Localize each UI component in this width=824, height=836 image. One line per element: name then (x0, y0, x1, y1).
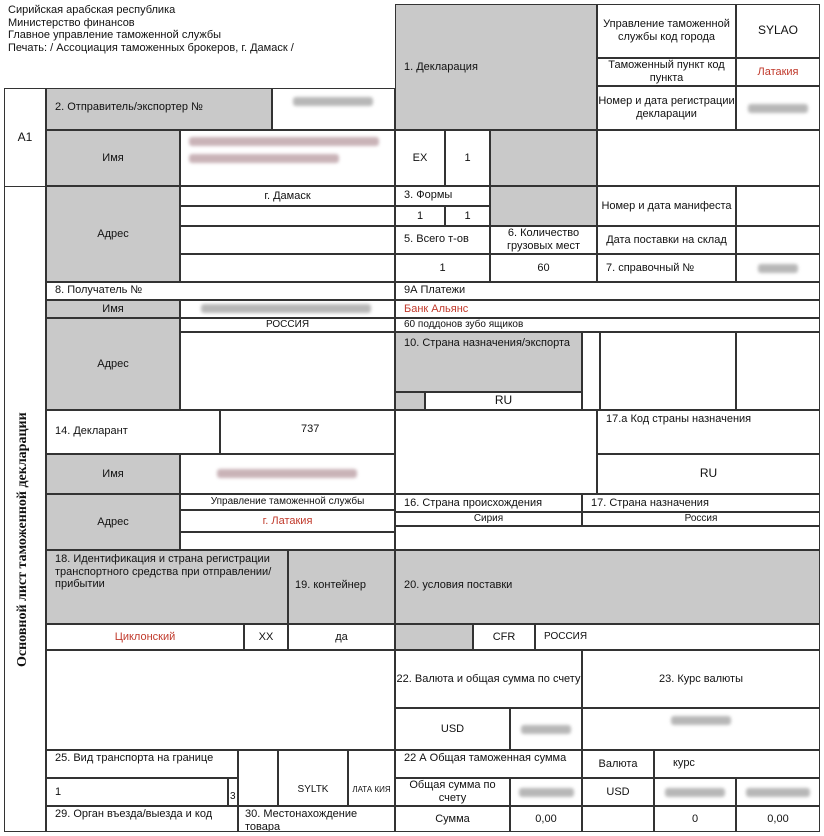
total-items-value: 1 (395, 254, 490, 282)
sender-address-line-3 (180, 226, 395, 254)
vertical-title: Основной лист таможенной декларации (15, 412, 30, 667)
container-label: 19. контейнер (288, 550, 395, 624)
sum-value-1: 0,00 (510, 806, 582, 832)
empty-block-3 (736, 332, 820, 410)
receiver-country: РОССИЯ (180, 318, 395, 332)
dest-code-value: RU (597, 454, 820, 494)
receiver-name-label: Имя (46, 300, 180, 318)
transport-code: XX (244, 624, 288, 650)
declarant-address-line-1: Управление таможенной службы (180, 494, 395, 510)
redacted-rate-total (746, 788, 810, 797)
redacted-receiver-name (201, 304, 371, 313)
forms-value-1: 1 (395, 206, 445, 226)
dest-country-value: RU (425, 392, 582, 410)
dest-code-label: 17.а Код страны назначения (597, 410, 820, 454)
dest-value: Россия (582, 512, 820, 526)
receiver-address-value (180, 332, 395, 410)
sum-value-3: 0,00 (736, 806, 820, 832)
declarant-name-label: Имя (46, 454, 180, 494)
ref-label: 7. справочный № (597, 254, 736, 282)
sum-empty (582, 806, 654, 832)
grey-block-1 (490, 130, 597, 186)
exchange-rate-value (582, 708, 820, 750)
total-items-label: 5. Всего т-ов (395, 226, 490, 254)
origin-value: Сирия (395, 512, 582, 526)
redacted-exchange-rate (671, 716, 731, 725)
forms-label: 3. Формы (395, 186, 490, 206)
goods-location-label: 30. Местонахождение товара (238, 806, 395, 832)
redacted-invoice-total (521, 725, 571, 734)
header-line-3: Главное управление таможенной службы (8, 29, 222, 41)
declaration-box (395, 4, 597, 130)
manifest-value (736, 186, 820, 226)
receiver-address-label: Адрес (46, 318, 180, 410)
receiver-name-value (180, 300, 395, 318)
invoice-currency-label: 22. Валюта и общая сумма по счету (395, 650, 582, 708)
incoterm-value: CFR (473, 624, 535, 650)
customs-office-label: Управление таможенной службы код города (597, 4, 736, 58)
declarant-address-line-3 (180, 532, 395, 550)
dest-country-label: 10. Страна назначения/экспорта (395, 332, 582, 392)
payments-bank: Банк Альянс (395, 300, 820, 318)
redacted-sender-name-2 (189, 154, 339, 163)
sender-address-label: Адрес (46, 186, 180, 282)
currency-value: USD (582, 778, 654, 806)
origin-label: 16. Страна происхождения (395, 494, 582, 512)
redacted-rate (665, 788, 725, 797)
ref-value (736, 254, 820, 282)
rate-value (654, 778, 736, 806)
empty-block-2 (600, 332, 736, 410)
rate-label: курс (654, 750, 820, 778)
empty-small-1 (238, 750, 278, 806)
sender-name-value (180, 130, 395, 186)
delivery-date-label: Дата поставки на склад (597, 226, 736, 254)
ex-code: EX (395, 130, 445, 186)
redacted-reg-number (748, 104, 808, 113)
exchange-rate-label: 23. Курс валюты (582, 650, 820, 708)
dest-label: 17. Страна назначения (582, 494, 820, 512)
redacted-declarant-name (217, 469, 357, 478)
forms-value-2: 1 (445, 206, 490, 226)
border-transport-value-3: 3 (228, 778, 238, 806)
rate-total (736, 778, 820, 806)
declarant-address-line-2: г. Латакия (180, 510, 395, 532)
declaration-label: 1. Декларация (404, 61, 478, 73)
header-line-2: Министерство финансов (8, 16, 135, 29)
exit-code: SYLTK (278, 750, 348, 806)
empty-block-1 (597, 130, 820, 186)
manifest-label: Номер и дата манифеста (597, 186, 736, 226)
sender-city: г. Дамаск (180, 186, 395, 206)
reg-number-label: Номер и дата регистрации декларации (597, 86, 736, 130)
empty-block-5 (46, 650, 395, 750)
customs-post-value: Латакия (736, 58, 820, 86)
declarant-name-value (180, 454, 395, 494)
sender-label: 2. Отправитель/экспортер № (46, 88, 272, 130)
vertical-title-box (4, 186, 46, 832)
currency-label: Валюта (582, 750, 654, 778)
payments-label: 9А Платежи (395, 282, 820, 300)
grey-block-2 (490, 186, 597, 226)
document-header (8, 4, 388, 54)
invoice-total-amount (510, 778, 582, 806)
empty-narrow (582, 332, 600, 410)
delivery-country: РОССИЯ (535, 624, 820, 650)
sender-address-line-2 (180, 206, 395, 226)
sum-value-2: 0 (654, 806, 736, 832)
redacted-ref (758, 264, 798, 273)
delivery-grey (395, 624, 473, 650)
invoice-total-label: Общая сумма по счету (395, 778, 510, 806)
redacted-sender-number (293, 97, 373, 106)
delivery-terms-label: 20. условия поставки (395, 550, 820, 624)
invoice-currency-value: USD (395, 708, 510, 750)
declarant-number: 737 (220, 410, 395, 454)
transport-id-value: Циклонский (46, 624, 244, 650)
redacted-total-amount (519, 788, 574, 797)
sender-address-line-4 (180, 254, 395, 282)
reg-number-value (736, 86, 820, 130)
payments-line-2: 60 поддонов зубо ящиков (395, 318, 820, 332)
redacted-sender-name (189, 137, 379, 146)
customs-post-label: Таможенный пункт код пункта (597, 58, 736, 86)
receiver-label: 8. Получатель № (46, 282, 395, 300)
a1-label: A1 (4, 88, 46, 188)
empty-block-4 (395, 410, 597, 494)
dest-country-grey (395, 392, 425, 410)
total-customs-label: 22 А Общая таможенная сумма (395, 750, 582, 778)
sender-name-label: Имя (46, 130, 180, 186)
delivery-date-value (736, 226, 820, 254)
declarant-address-label: Адрес (46, 494, 180, 550)
sum-label: Сумма (395, 806, 510, 832)
declarant-label: 14. Декларант (46, 410, 220, 454)
border-transport-value-1: 1 (46, 778, 228, 806)
empty-row-1 (395, 526, 820, 550)
invoice-total-value (510, 708, 582, 750)
border-transport-label: 25. Вид транспорта на границе (46, 750, 238, 778)
packages-value: 60 (490, 254, 597, 282)
customs-office-code: SYLAO (736, 4, 820, 58)
transport-id-label: 18. Идентификация и страна регистрации транспортного средства при отправлении/ прибытии (46, 550, 288, 624)
packages-label: 6. Количество грузовых мест (490, 226, 597, 254)
header-line-1: Сирийская арабская республика (8, 4, 176, 16)
container-value: да (288, 624, 395, 650)
header-line-4: Печать: / Ассоциация таможенных брокеров, г. Дамаск / (8, 41, 294, 54)
exit-office-label: 29. Орган въезда/выезда и код (46, 806, 238, 832)
sender-number (272, 88, 395, 130)
exit-port: ЛАТА КИЯ (348, 750, 395, 806)
ex-number: 1 (445, 130, 490, 186)
